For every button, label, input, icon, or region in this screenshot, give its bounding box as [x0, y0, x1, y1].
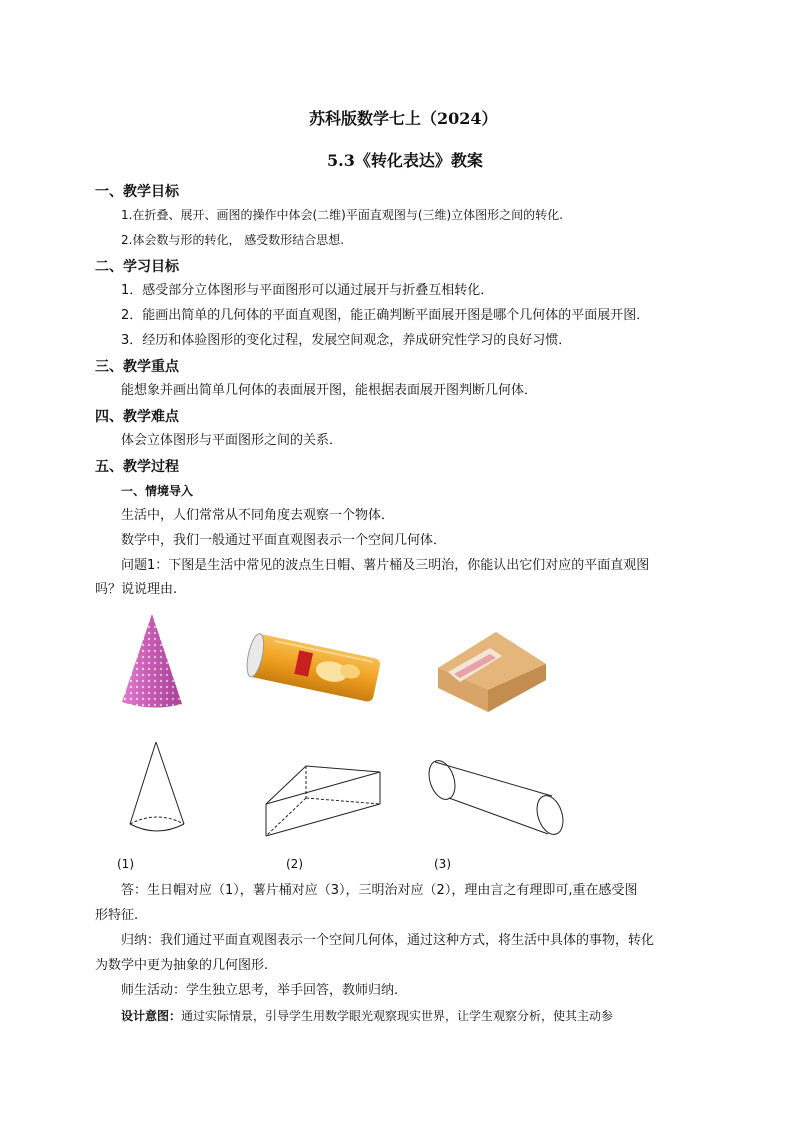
activity-text: 学生独立思考，举手回答，教师归纳.: [186, 983, 399, 998]
question-text: 下图是生活中常见的波点生日帽、薯片桶及三明治，你能认出它们对应的平面直观图: [168, 558, 650, 573]
sec3-item-1: 能想象并画出简单几何体的表面展开图，能根据表面展开图判断几何体．: [121, 383, 538, 398]
sec4-item-1: 体会立体图形与平面图形之间的关系．: [121, 433, 343, 448]
activity-line: [121, 981, 398, 1001]
question-label: 问题1：: [121, 558, 169, 573]
sec1-item-2: 2.体会数与形的转化， 感受数形结合思想.: [121, 233, 345, 247]
figure-label-2: (2): [286, 857, 303, 871]
sec2-item-3: 3．经历和体验图形的变化过程，发展空间观念，养成研究性学习的良好习惯．: [121, 333, 572, 348]
sec5-subheading: 一、情境导入: [121, 484, 194, 498]
figure-label-3: (3): [434, 857, 451, 871]
design-intent-line: [121, 1006, 613, 1026]
sec5-para-1: 生活中，人们常常从不同角度去观察一个物体．: [121, 508, 395, 523]
sec2-item-2: 2．能画出简单的几何体的平面直观图，能正确判断平面展开图是哪个几何体的平面展开图．: [121, 308, 650, 323]
section-heading-5: 五、教学过程: [95, 459, 179, 475]
sec1-item-1: 1.在折叠、展开、画图的操作中体会(二维)平面直观图与(三维)立体图形之间的转化.: [121, 208, 563, 222]
document-title: 苏科版数学七上（2024）: [309, 109, 498, 128]
question-text-cont: 吗？说说理由.: [95, 582, 178, 597]
section-heading-1: 一、教学目标: [95, 184, 179, 200]
section-heading-3: 三、教学重点: [95, 359, 179, 375]
answer-line: [121, 881, 637, 901]
activity-label: 师生活动：: [121, 983, 187, 998]
cylinder-diagram: [420, 754, 570, 844]
answer-text: 生日帽对应（1），薯片桶对应（3），三明治对应（2），理由言之有理即可,重在感受图: [147, 883, 638, 898]
summary-text-cont: 为数学中更为抽象的几何图形.: [95, 958, 269, 973]
birthday-hat-photo: [116, 612, 186, 712]
cone-diagram: [122, 738, 192, 838]
sandwich-photo: [432, 628, 552, 714]
design-intent-text: 通过实际情景，引导学生用数学眼光观察现实世界，让学生观察分析，使其主动参: [181, 1009, 614, 1023]
chip-can-photo: [240, 628, 390, 708]
question-line: [121, 556, 649, 576]
sec5-para-2: 数学中，我们一般通过平面直观图表示一个空间几何体．: [121, 533, 447, 548]
figure-label-1: (1): [117, 857, 134, 871]
prism-diagram: [260, 758, 390, 842]
sec2-item-1: 1．感受部分立体图形与平面图形可以通过展开与折叠互相转化．: [121, 283, 494, 298]
answer-label: 答：: [121, 883, 148, 898]
summary-text: 我们通过平面直观图表示一个空间几何体，通过这种方式，将生活中具体的事物，转化: [160, 933, 655, 948]
answer-text-cont: 形特征.: [95, 908, 139, 923]
section-heading-2: 二、学习目标: [95, 259, 179, 275]
document-subtitle: 5.3《转化表达》教案: [327, 151, 483, 170]
summary-line: [121, 931, 654, 951]
section-heading-4: 四、教学难点: [95, 409, 179, 425]
design-intent-label: 设计意图：: [121, 1009, 182, 1023]
summary-label: 归纳：: [121, 933, 161, 948]
